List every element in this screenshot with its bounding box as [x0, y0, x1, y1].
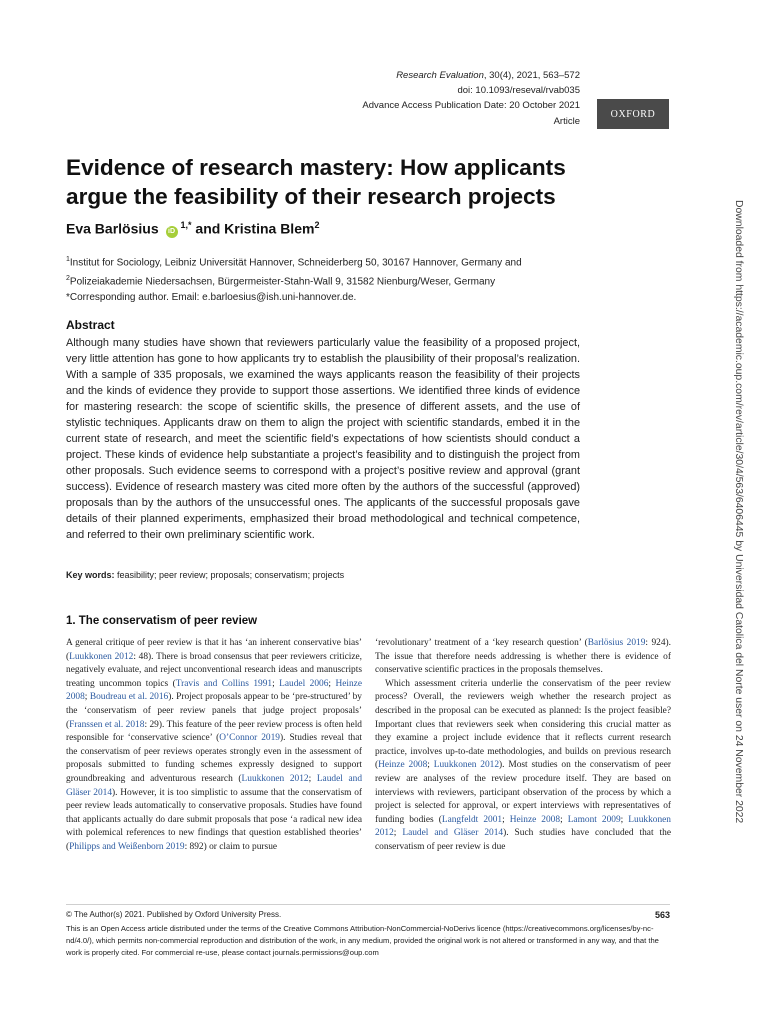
citation-link[interactable]: Travis and Collins 1991	[175, 678, 273, 689]
corresponding-author: *Corresponding author. Email: e.barloesius@ish.uni-hannover.de.	[66, 292, 357, 303]
citation-link[interactable]: Luukkonen 2012	[375, 814, 671, 839]
body-text: ;	[427, 760, 434, 771]
citation-link[interactable]: Laudel and Gläser 2014	[66, 773, 363, 798]
footer-divider	[66, 904, 670, 905]
download-notice: Downloaded from https://academic.oup.com/rev/article/30/4/563/6406445 by Universidad Catolica del Norte user on 24 November 2022	[733, 200, 744, 824]
journal-name: Research Evaluation	[396, 70, 484, 81]
body-text: ;	[393, 828, 403, 839]
body-text: ;	[308, 773, 317, 784]
body-paragraph	[375, 678, 671, 855]
journal-citation	[260, 68, 580, 83]
body-text: ;	[272, 678, 280, 689]
affiliation-1: $^1$Institut for Sociology, Leibniz Universität Hannover, Schneiderberg 50, 30167 Hannover, Germany and	[66, 256, 522, 269]
body-text: : 48). There is broad consensus that peer reviewers criticize, negatively evaluate, and reject unconventional research ideas and manuscripts treating uncommon topics (	[66, 651, 362, 689]
citation-link[interactable]: Heinze 2008	[378, 760, 428, 771]
citation-link[interactable]: Heinze 2008	[509, 814, 561, 825]
license-text: This is an Open Access article distributed under the terms of the Creative Commons Attribution-NonCommercial-NoDerivs licence (https://creativecommons.org/licenses/by-nc-nd/4.0/), which permits non-commercial reproduction and distribution of the work, in any medium, provided the original work is not altered or transformed in any way, and that the work is properly cited. For commercial re-use, please contact journals.permissions@oup.com	[66, 924, 659, 957]
body-text: : 924). The issue that therefore needs addressing is whether there is evidence of conservative scientific practices in the proposals themselves.	[375, 638, 671, 676]
volume-pages: , 30(4), 2021, 563–572	[483, 70, 580, 81]
body-text: ‘revolutionary’ treatment of a ‘key research question’ (	[375, 638, 588, 648]
citation-link[interactable]: Luukkonen 2012	[241, 773, 309, 784]
body-text: A general critique of peer review is that it has ‘an inherent conservative bias’ (	[66, 638, 362, 662]
oxford-logo: OXFORD	[597, 99, 669, 129]
citation-link[interactable]: Langfeldt 2001	[441, 814, 503, 825]
affiliations	[66, 252, 580, 290]
citation-link[interactable]: Heinze 2008	[66, 678, 362, 703]
citation-link[interactable]: Philipps and Weißenborn 2019	[69, 841, 185, 852]
citation-link[interactable]: O’Connor 2019	[219, 733, 280, 744]
body-paragraph	[66, 637, 362, 855]
citation-link[interactable]: Lamont 2009	[567, 814, 621, 825]
citation-link[interactable]: Luukkonen 2012	[433, 760, 500, 771]
body-text: ;	[620, 814, 629, 825]
citation-link[interactable]: Boudreau et al. 2016	[89, 692, 169, 703]
author-line	[66, 220, 319, 238]
citation-link[interactable]: Luukkonen 2012	[69, 651, 134, 662]
body-text: ;	[84, 692, 90, 703]
citation-link[interactable]: Franssen et al. 2018	[69, 719, 145, 730]
body-text: ;	[502, 814, 510, 825]
keywords-label: Key words:	[66, 570, 115, 580]
body-column-left	[66, 637, 362, 855]
body-column-right	[375, 637, 671, 855]
section-heading: 1. The conservatism of peer review	[66, 615, 258, 627]
copyright-notice: © The Author(s) 2021. Published by Oxford University Press.	[66, 910, 282, 919]
body-text: Which assessment criteria underlie the conservatism of the peer review process? Overall, the reviewers weigh whether the research project as described in the proposal can be executed as planned: Is the project feasible? Important clues that reviewers seek when considering this crucial matter as they examine a project include evidence that it reflects current research practice, involves up-to-date methodologies, and builds on previous research (	[375, 678, 671, 771]
body-paragraph	[375, 637, 671, 678]
body-text: ). Such studies have concluded that the conservatism of peer review is due	[375, 828, 671, 852]
page-number: 563	[654, 910, 670, 920]
journal-info	[260, 68, 580, 129]
article-type: Article	[553, 115, 580, 127]
citation-link[interactable]: Laudel 2006	[279, 678, 329, 689]
article-title: Evidence of research mastery: How applicants argue the feasibility of their research projects	[66, 155, 566, 209]
advance-access-date: Advance Access Publication Date: 20 October 2021	[362, 100, 580, 112]
orcid-icon[interactable]: iD	[166, 226, 178, 238]
body-text: ). However, it is too simplistic to assume that the conservatism of peer review leads automatically to conservative proposals. Studies have found that applicants actually do dare submit proposals that pose ‘a radical new idea with polemical references to new findings that question established theories’ (	[66, 787, 363, 852]
affiliation-2: $^2$Polizeiakademie Niedersachsen, Bürgermeister-Stahn-Wall 9, 31582 Nienburg/Weser, Germany	[66, 274, 496, 288]
author-1: Eva Barlösius	[66, 220, 159, 237]
author-join: and Kristina Blem	[195, 220, 315, 237]
keywords-list: feasibility; peer review; proposals; conservatism; projects	[114, 570, 345, 580]
abstract-heading: Abstract	[66, 318, 115, 332]
abstract-text: Although many studies have shown that reviewers particularly value the feasibility of a proposed project, very little attention has gone to how applicants try to establish the plausibility of their proposal’s realization. With a sample of 335 proposals, we examined the ways applicants reason the feasibility of their projects and the kinds of evidence they provide to support those assertions. We identified three kinds of evidence for mastering research: the scope of scientific skills, the presence of different assets, and the use of stylistic techniques. Applicants draw on them to align the project with scientific standards, embed it in the current state of research, and meet the scientific field’s expectations of how scientists should conduct a project. These kinds of evidence help substantiate a project’s feasibility and to distinguish the project from other proposals. Such evidence seems to correspond with a project’s positive review and approval (grant success). Evidence of research mastery was cited more often by the authors of the successful (approved) proposals than by the authors of the unsuccessful ones. The applicants of the successful proposals gave details of their planned experiments, emphasized their broad methodological and technical competence, and referred to their own preliminary scientific work.	[66, 337, 580, 541]
author-1-affiliation-mark: 1,*	[180, 220, 192, 230]
body-text: ;	[560, 814, 568, 825]
body-text: ). Project proposals appear to be ‘pre-structured’ by the ‘conservatism of peer review panels that judge project proposals’ (	[66, 692, 362, 730]
body-text: : 892) or claim to pursue	[184, 841, 278, 852]
body-text: ;	[328, 678, 336, 689]
author-2-affiliation-mark: 2	[314, 220, 320, 230]
body-text: : 29). This feature of the peer review process is often held responsible for ‘conservative science’ (	[66, 719, 362, 744]
body-text: ). Studies reveal that the conservatism of peer reviews operates strongly even in the assessment of proposals submitted to funding schemes expressly designed to support groundbreaking and adventurous research (	[66, 733, 362, 784]
keywords	[66, 570, 580, 580]
citation-link[interactable]: Barlösius 2019	[587, 638, 646, 648]
citation-link[interactable]: Laudel and Gläser 2014	[402, 828, 504, 839]
doi[interactable]: doi: 10.1093/reseval/rvab035	[457, 85, 580, 97]
body-text: ). Most studies on the conservatism of peer review are analyses of the review procedure itself. They are based on interviews with reviewers, participant observation of the process by which a project is selected for approval, or expert interviews with representatives of funding bodies (	[375, 760, 672, 825]
